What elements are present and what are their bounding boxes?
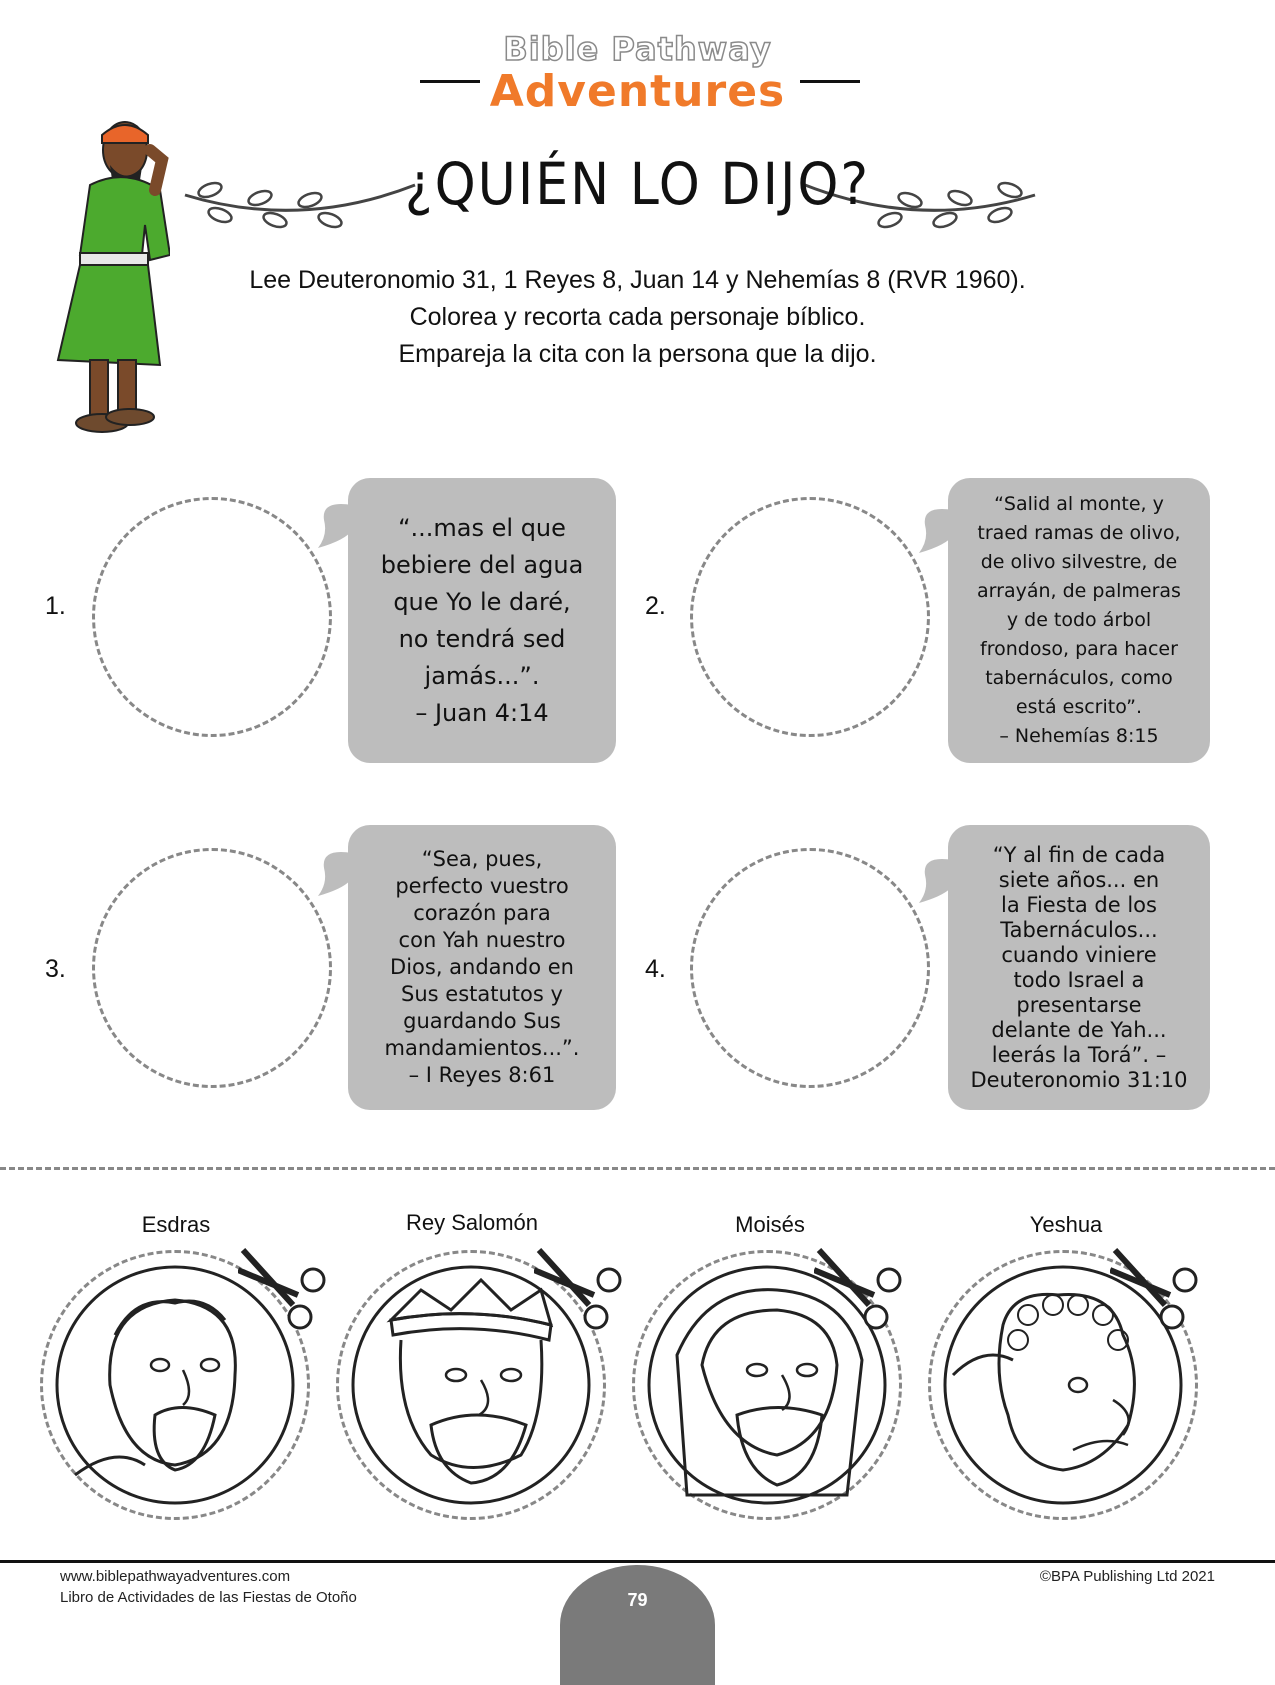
answer-circle: [92, 848, 332, 1088]
quote-bubble: [348, 825, 616, 1110]
instruction-line: Empareja la cita con la persona que la dijo.: [398, 340, 877, 368]
footer-left: [60, 1566, 357, 1608]
scissors-icon: [1110, 1245, 1205, 1330]
character-label: Yeshua: [1029, 1212, 1103, 1237]
cut-line-divider: [0, 1167, 1275, 1170]
quote-number: 3.: [45, 955, 66, 983]
scissors-icon: [238, 1245, 333, 1330]
quote-bubble: [348, 478, 616, 763]
character-label: Esdras: [141, 1212, 211, 1237]
book-title: Libro de Actividades de las Fiestas de Otoño: [60, 1589, 357, 1606]
quote-number: 4.: [645, 955, 666, 983]
scissors-icon: [814, 1245, 909, 1330]
footer-divider: [0, 1560, 1275, 1563]
scissors-icon: [534, 1245, 629, 1330]
instruction-line: Lee Deuteronomio 31, 1 Reyes 8, Juan 14 y Nehemías 8 (RVR 1960).: [249, 266, 1026, 294]
page-title: ¿QUIÉN LO DIJO?: [404, 150, 871, 218]
quote-number: 2.: [645, 592, 666, 620]
instructions: [0, 262, 1275, 373]
quote-text: “Y al fin de cada siete años... en la Fiesta de los Tabernáculos... cuando viniere todo Israel a presentarse delante de Yah... leerás la Torá”. – Deuteronomio 31:10: [970, 842, 1188, 1092]
page-number: 79: [627, 1590, 648, 1610]
quote-number: 1.: [45, 592, 66, 620]
answer-circle: [690, 848, 930, 1088]
logo-bottom-text: Adventures: [489, 66, 786, 117]
logo-top-text: Bible Pathway: [503, 30, 772, 68]
bubble-tail-icon: [316, 848, 352, 898]
answer-circle: [92, 497, 332, 737]
quote-text: “...mas el que bebiere del agua que Yo le daré, no tendrá sed jamás...”. – Juan 4:14: [380, 513, 584, 727]
quote-text: “Salid al monte, y traed ramas de olivo, de olivo silvestre, de arrayán, de palmeras y de todo árbol frondoso, para hacer tabernáculos, como está escrito”. – Nehemías 8:15: [977, 493, 1181, 747]
quote-text: “Sea, pues, perfecto vuestro corazón para con Yah nuestro Dios, andando en Sus estatutos y guardando Sus mandamientos...”. – I Reyes 8:61: [384, 847, 580, 1087]
bubble-tail-icon: [316, 500, 352, 550]
logo-divider-left: [420, 80, 480, 83]
character-label: Rey Salomón: [405, 1210, 539, 1235]
answer-circle: [690, 497, 930, 737]
quote-bubble: [948, 825, 1210, 1110]
website-link[interactable]: www.biblepathwayadventures.com: [60, 1568, 291, 1585]
character-label: Moisés: [735, 1212, 805, 1237]
quote-bubble: [948, 478, 1210, 763]
logo-divider-right: [800, 80, 860, 83]
page-number-tab: [560, 1565, 715, 1685]
instruction-line: Colorea y recorta cada personaje bíblico.: [409, 303, 866, 331]
copyright-text: ©BPA Publishing Ltd 2021: [1039, 1568, 1215, 1585]
